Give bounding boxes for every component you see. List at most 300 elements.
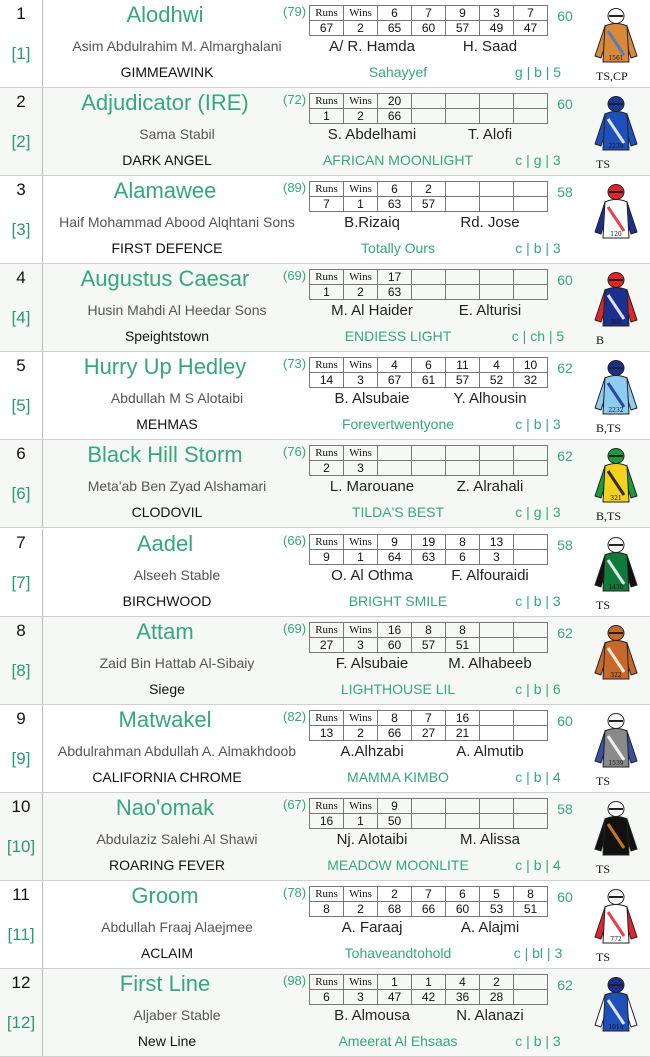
sire-name: FIRST DEFENCE xyxy=(111,240,223,257)
form-cell: 2 xyxy=(344,725,378,740)
form-cell: 7 xyxy=(412,710,446,725)
form-cell: 66 xyxy=(378,725,412,740)
form-cell: 67 xyxy=(378,373,412,388)
form-wins-label: Wins xyxy=(344,358,378,373)
form-cell xyxy=(446,461,480,476)
form-row-top xyxy=(310,622,548,637)
form-cell: 8 xyxy=(378,710,412,725)
jockey-silks-icon xyxy=(592,711,640,773)
form-wins-label: Wins xyxy=(344,6,378,21)
horse-name[interactable]: Groom xyxy=(131,882,199,908)
owner-name: Abdullah Fraaj Alaejmee xyxy=(101,918,253,935)
medication-code: TS xyxy=(596,597,611,612)
form-runs-label: Runs xyxy=(310,534,344,549)
weight: 62 xyxy=(557,976,573,993)
form-cell: 7 xyxy=(412,886,446,901)
owner-name: Husin Mahdi Al Heedar Sons xyxy=(87,302,267,319)
form-cell: 49 xyxy=(480,21,514,36)
weight: 58 xyxy=(557,536,573,553)
form-cell: 13 xyxy=(310,725,344,740)
horse-name[interactable]: Adjudicator (IRE) xyxy=(81,90,249,116)
form-row-top xyxy=(310,974,548,989)
form-cell: 8 xyxy=(446,622,480,637)
form-runs-label: Runs xyxy=(310,6,344,21)
horse-rating: (72) xyxy=(283,92,307,108)
trainer-name: M. Alhabeeb xyxy=(448,654,532,672)
form-cell: 9 xyxy=(378,534,412,549)
form-cell: 68 xyxy=(378,901,412,916)
form-cell xyxy=(514,710,548,725)
weight: 62 xyxy=(557,360,573,377)
form-cell xyxy=(412,94,446,109)
form-row-bottom xyxy=(310,21,548,36)
form-row-bottom xyxy=(310,813,548,828)
trainer-name: T. Alofi xyxy=(467,126,513,144)
form-row-top xyxy=(310,358,548,373)
runner-row[interactable] xyxy=(0,264,650,352)
form-row-bottom xyxy=(310,197,548,212)
weight: 60 xyxy=(557,712,573,729)
draw-position: [11] xyxy=(7,924,35,944)
runner-row[interactable] xyxy=(0,793,650,881)
owner-name: Meta'ab Ben Zyad Alshamari xyxy=(87,478,267,495)
jockey-name: B. Alsubaie xyxy=(334,390,410,408)
form-cell: 8 xyxy=(446,534,480,549)
saddle-number: 3 xyxy=(16,180,26,200)
form-cell: 3 xyxy=(480,549,514,564)
draw-position: [4] xyxy=(11,308,31,328)
form-wins-label: Wins xyxy=(344,710,378,725)
form-runs-label: Runs xyxy=(310,182,344,197)
form-cell: 3 xyxy=(344,637,378,652)
form-cell xyxy=(412,813,446,828)
silk-number: 1430 xyxy=(608,583,624,591)
trainer-name: F. Alfouraidi xyxy=(451,566,529,584)
form-cell xyxy=(446,813,480,828)
draw-position: [2] xyxy=(11,132,31,152)
form-cell xyxy=(480,622,514,637)
form-cell: 2 xyxy=(310,461,344,476)
form-cell: 65 xyxy=(378,21,412,36)
form-row-bottom xyxy=(310,637,548,652)
form-cell xyxy=(480,637,514,652)
trainer-name: A. Alajmi xyxy=(460,918,520,936)
silk-number: 365 xyxy=(610,319,622,327)
form-cell: 8 xyxy=(412,622,446,637)
saddle-number: 4 xyxy=(16,268,26,288)
jockey-silks-icon xyxy=(592,535,640,597)
sire-name: Siege xyxy=(149,680,185,697)
weight: 62 xyxy=(557,624,573,641)
form-row-top xyxy=(310,798,548,813)
saddle-number: 2 xyxy=(16,92,26,112)
form-cell xyxy=(378,461,412,476)
number-column xyxy=(0,440,43,527)
sex-colour-age: c | b | 3 xyxy=(515,1032,561,1049)
form-row-bottom xyxy=(310,725,548,740)
form-cell: 1 xyxy=(344,813,378,828)
runner-row[interactable] xyxy=(0,969,650,1057)
owner-name: Abdullah M S Alotaibi xyxy=(110,390,244,407)
horse-name[interactable]: First Line xyxy=(119,970,211,996)
silk-number: 1935 xyxy=(608,847,624,855)
form-cell: 67 xyxy=(310,21,344,36)
form-cell: 6 xyxy=(378,182,412,197)
sire-name: GIMMEAWINK xyxy=(120,64,214,80)
form-row-bottom xyxy=(310,989,548,1004)
runner-row[interactable] xyxy=(0,440,650,528)
form-cell: 2 xyxy=(344,285,378,300)
form-cell xyxy=(514,622,548,637)
form-row-top xyxy=(310,94,548,109)
weight: 62 xyxy=(557,448,573,465)
form-cell xyxy=(480,285,514,300)
form-table xyxy=(309,181,548,212)
form-cell xyxy=(480,798,514,813)
horse-rating: (82) xyxy=(283,708,307,724)
form-cell: 20 xyxy=(378,94,412,109)
saddle-number: 7 xyxy=(16,532,26,552)
form-wins-label: Wins xyxy=(344,270,378,285)
form-runs-label: Runs xyxy=(310,974,344,989)
form-cell: 6 xyxy=(446,886,480,901)
form-runs-label: Runs xyxy=(310,446,344,461)
weight: 60 xyxy=(557,272,573,289)
form-wins-label: Wins xyxy=(344,94,378,109)
weight: 60 xyxy=(557,96,573,113)
form-cell: 2 xyxy=(344,109,378,124)
form-cell: 57 xyxy=(446,373,480,388)
weight: 58 xyxy=(557,800,573,817)
number-column xyxy=(0,88,43,175)
form-cell: 16 xyxy=(446,710,480,725)
saddle-number: 11 xyxy=(12,884,30,904)
form-row-bottom xyxy=(310,461,548,476)
form-cell xyxy=(514,974,548,989)
horse-name[interactable]: Matwakel xyxy=(118,706,212,732)
form-cell: 9 xyxy=(378,798,412,813)
form-cell: 1 xyxy=(310,285,344,300)
silk-number: 2232 xyxy=(608,407,624,415)
form-cell: 47 xyxy=(514,21,548,36)
form-row-top xyxy=(310,6,548,21)
draw-position: [6] xyxy=(11,484,31,504)
weight: 60 xyxy=(557,888,573,905)
silk-number: 1539 xyxy=(608,759,624,767)
form-cell: 50 xyxy=(378,813,412,828)
dam-name: MAMMA KIMBO xyxy=(347,768,449,785)
medication-code: TS xyxy=(596,949,611,964)
form-row-bottom xyxy=(310,109,548,124)
form-cell: 14 xyxy=(310,373,344,388)
form-cell: 3 xyxy=(344,989,378,1004)
form-cell: 6 xyxy=(412,358,446,373)
form-cell: 6 xyxy=(446,549,480,564)
form-cell xyxy=(446,798,480,813)
trainer-name: M. Alissa xyxy=(459,830,520,848)
form-cell: 60 xyxy=(378,637,412,652)
draw-position: [9] xyxy=(11,748,31,768)
silk-number: 1561 xyxy=(608,55,624,62)
form-cell: 64 xyxy=(378,549,412,564)
horse-rating: (76) xyxy=(283,444,307,460)
form-cell xyxy=(446,446,480,461)
form-cell xyxy=(480,710,514,725)
form-cell: 66 xyxy=(412,901,446,916)
form-row-top xyxy=(310,446,548,461)
jockey-name: O. Al Othma xyxy=(331,566,413,584)
runner-row[interactable] xyxy=(0,617,650,705)
owner-name: Haif Mohammad Abood Alqhtani Sons xyxy=(59,214,295,231)
dam-name: Totally Ours xyxy=(361,240,435,257)
sire-name: ROARING FEVER xyxy=(109,856,225,873)
form-cell: 52 xyxy=(480,373,514,388)
form-table xyxy=(309,798,548,829)
horse-rating: (79) xyxy=(283,4,307,19)
runner-row[interactable] xyxy=(0,529,650,617)
form-cell: 60 xyxy=(446,901,480,916)
silk-number: 772 xyxy=(610,935,622,943)
form-cell xyxy=(412,285,446,300)
horse-name[interactable]: Alodhwi xyxy=(126,2,204,27)
sire-name: MEHMAS xyxy=(136,416,198,433)
form-cell xyxy=(514,637,548,652)
sex-colour-age: g | b | 5 xyxy=(514,64,562,80)
form-cell xyxy=(514,270,548,285)
form-cell: 4 xyxy=(378,358,412,373)
jockey-silks-icon xyxy=(592,799,640,861)
saddle-number: 9 xyxy=(16,708,26,728)
form-cell: 57 xyxy=(412,197,446,212)
horse-name[interactable]: Aadel xyxy=(136,530,194,556)
form-cell: 8 xyxy=(310,901,344,916)
dam-name: MEADOW MOONLITE xyxy=(327,856,469,873)
sire-name: CALIFORNIA CHROME xyxy=(92,768,242,785)
runner-row[interactable] xyxy=(0,705,650,793)
jockey-silks-icon xyxy=(592,6,640,68)
form-cell: 63 xyxy=(378,197,412,212)
form-wins-label: Wins xyxy=(344,974,378,989)
form-table xyxy=(309,710,548,741)
horse-rating: (66) xyxy=(283,532,307,548)
form-cell xyxy=(480,446,514,461)
number-column xyxy=(0,352,43,439)
runner-row[interactable] xyxy=(0,881,650,969)
owner-name: Sama Stabil xyxy=(139,126,215,143)
form-runs-label: Runs xyxy=(310,798,344,813)
form-cell: 63 xyxy=(412,549,446,564)
form-cell: 1 xyxy=(344,549,378,564)
owner-name: Aljaber Stable xyxy=(133,1006,221,1023)
sex-colour-age: c | b | 6 xyxy=(515,680,561,697)
form-cell xyxy=(446,94,480,109)
jockey-silks-icon xyxy=(592,887,640,949)
form-cell xyxy=(480,197,514,212)
dam-name: Tohaveandtohold xyxy=(344,944,452,961)
runner-row[interactable] xyxy=(0,352,650,440)
form-cell: 27 xyxy=(412,725,446,740)
horse-name[interactable]: Nao'omak xyxy=(115,794,215,820)
form-cell xyxy=(480,270,514,285)
form-cell xyxy=(446,285,480,300)
form-runs-label: Runs xyxy=(310,622,344,637)
form-row-top xyxy=(310,182,548,197)
medication-code: TS xyxy=(596,157,611,172)
medication-code: B,TS xyxy=(596,509,622,524)
trainer-name: Z. Alrahali xyxy=(456,478,524,496)
form-cell xyxy=(446,270,480,285)
form-cell: 2 xyxy=(344,901,378,916)
jockey-name: B.Rizaiq xyxy=(344,214,400,232)
form-wins-label: Wins xyxy=(344,446,378,461)
runner-row[interactable] xyxy=(0,176,650,264)
form-cell: 27 xyxy=(310,637,344,652)
draw-position: [7] xyxy=(11,572,31,592)
runner-row[interactable] xyxy=(0,0,650,88)
form-cell: 60 xyxy=(412,21,446,36)
horse-name[interactable]: Attam xyxy=(136,618,194,644)
sex-colour-age: c | ch | 5 xyxy=(511,328,565,345)
jockey-silks-icon xyxy=(592,446,640,508)
dam-name: LIGHTHOUSE LIL xyxy=(340,680,456,697)
form-cell: 21 xyxy=(446,725,480,740)
saddle-number: 8 xyxy=(16,620,26,640)
sex-colour-age: c | b | 3 xyxy=(515,592,561,609)
form-row-top xyxy=(310,534,548,549)
weight: 60 xyxy=(557,8,573,24)
draw-position: [1] xyxy=(11,44,31,63)
draw-position: [3] xyxy=(11,220,31,240)
sire-name: ACLAIM xyxy=(140,944,194,961)
saddle-number: 12 xyxy=(11,972,31,992)
form-cell xyxy=(412,446,446,461)
form-cell xyxy=(480,182,514,197)
form-cell: 7 xyxy=(514,6,548,21)
form-cell: 63 xyxy=(378,285,412,300)
form-cell xyxy=(514,725,548,740)
form-cell: 1 xyxy=(378,974,412,989)
sex-colour-age: c | b | 4 xyxy=(515,856,561,873)
form-cell: 1 xyxy=(412,974,446,989)
number-column xyxy=(0,529,43,616)
number-column xyxy=(0,793,43,880)
sex-colour-age: c | b | 3 xyxy=(515,416,561,433)
form-cell xyxy=(480,109,514,124)
runner-row[interactable] xyxy=(0,88,650,176)
medication-code: TS xyxy=(596,773,611,788)
form-runs-label: Runs xyxy=(310,270,344,285)
form-wins-label: Wins xyxy=(344,534,378,549)
jockey-silks-icon xyxy=(592,358,640,420)
draw-position: [5] xyxy=(11,396,31,416)
weight: 58 xyxy=(557,184,573,201)
form-cell xyxy=(412,270,446,285)
sex-colour-age: c | bl | 3 xyxy=(513,944,563,961)
form-runs-label: Runs xyxy=(310,358,344,373)
sire-name: DARK ANGEL xyxy=(122,152,212,169)
jockey-silks-icon xyxy=(592,975,640,1037)
saddle-number: 5 xyxy=(16,356,26,376)
sex-colour-age: c | b | 4 xyxy=(515,768,561,785)
form-table xyxy=(309,93,548,124)
form-cell xyxy=(446,197,480,212)
form-cell: 66 xyxy=(378,109,412,124)
saddle-number: 6 xyxy=(16,444,26,464)
form-wins-label: Wins xyxy=(344,798,378,813)
form-cell xyxy=(514,109,548,124)
form-cell xyxy=(378,446,412,461)
form-cell: 6 xyxy=(310,989,344,1004)
form-cell: 4 xyxy=(480,358,514,373)
number-column xyxy=(0,705,43,792)
form-cell: 7 xyxy=(412,6,446,21)
silk-number: 322 xyxy=(610,671,622,679)
horse-rating: (89) xyxy=(283,180,307,196)
silk-number: 2239 xyxy=(608,143,624,151)
form-row-bottom xyxy=(310,901,548,916)
form-row-bottom xyxy=(310,373,548,388)
form-table xyxy=(309,269,548,300)
jockey-name: B. Almousa xyxy=(334,1006,410,1024)
jockey-name: M. Al Haider xyxy=(331,302,413,320)
sire-name: CLODOVIL xyxy=(131,504,203,521)
dam-name: ENDIESS LIGHT xyxy=(344,328,452,345)
horse-name[interactable]: Augustus Caesar xyxy=(80,266,250,292)
form-cell xyxy=(514,285,548,300)
form-wins-label: Wins xyxy=(344,886,378,901)
horse-name[interactable]: Alamawee xyxy=(113,178,217,204)
form-cell: 19 xyxy=(412,534,446,549)
horse-name[interactable]: Black Hill Storm xyxy=(87,442,243,468)
medication-code: B,TS xyxy=(596,421,622,436)
form-cell xyxy=(514,813,548,828)
trainer-name: A. Almutib xyxy=(456,742,524,760)
form-wins-label: Wins xyxy=(344,182,378,197)
sex-colour-age: c | b | 3 xyxy=(515,240,561,257)
dam-name: AFRICAN MOONLIGHT xyxy=(322,152,474,169)
form-cell xyxy=(446,109,480,124)
owner-name: Abdulrahman Abdullah A. Almakhdoob xyxy=(57,742,297,759)
form-cell: 5 xyxy=(480,886,514,901)
form-row-bottom xyxy=(310,285,548,300)
form-runs-label: Runs xyxy=(310,710,344,725)
form-cell: 57 xyxy=(412,637,446,652)
form-row-top xyxy=(310,270,548,285)
form-cell xyxy=(514,461,548,476)
form-cell: 9 xyxy=(310,549,344,564)
form-cell xyxy=(412,109,446,124)
draw-position: [8] xyxy=(11,660,31,680)
form-cell: 3 xyxy=(344,373,378,388)
form-cell xyxy=(514,534,548,549)
form-table xyxy=(309,534,548,565)
form-cell xyxy=(480,813,514,828)
form-table xyxy=(309,886,548,917)
jockey-silks-icon xyxy=(592,623,640,685)
form-cell: 17 xyxy=(378,270,412,285)
horse-name[interactable]: Hurry Up Hedley xyxy=(83,354,247,380)
number-column xyxy=(0,969,43,1056)
form-cell: 1 xyxy=(310,109,344,124)
jockey-name: A/ R. Hamda xyxy=(329,38,415,55)
form-table xyxy=(309,5,548,36)
form-row-bottom xyxy=(310,549,548,564)
jockey-name: Nj. Alotaibi xyxy=(336,830,408,848)
form-cell xyxy=(514,94,548,109)
draw-position: [12] xyxy=(6,1012,36,1032)
form-cell xyxy=(514,549,548,564)
form-cell: 36 xyxy=(446,989,480,1004)
